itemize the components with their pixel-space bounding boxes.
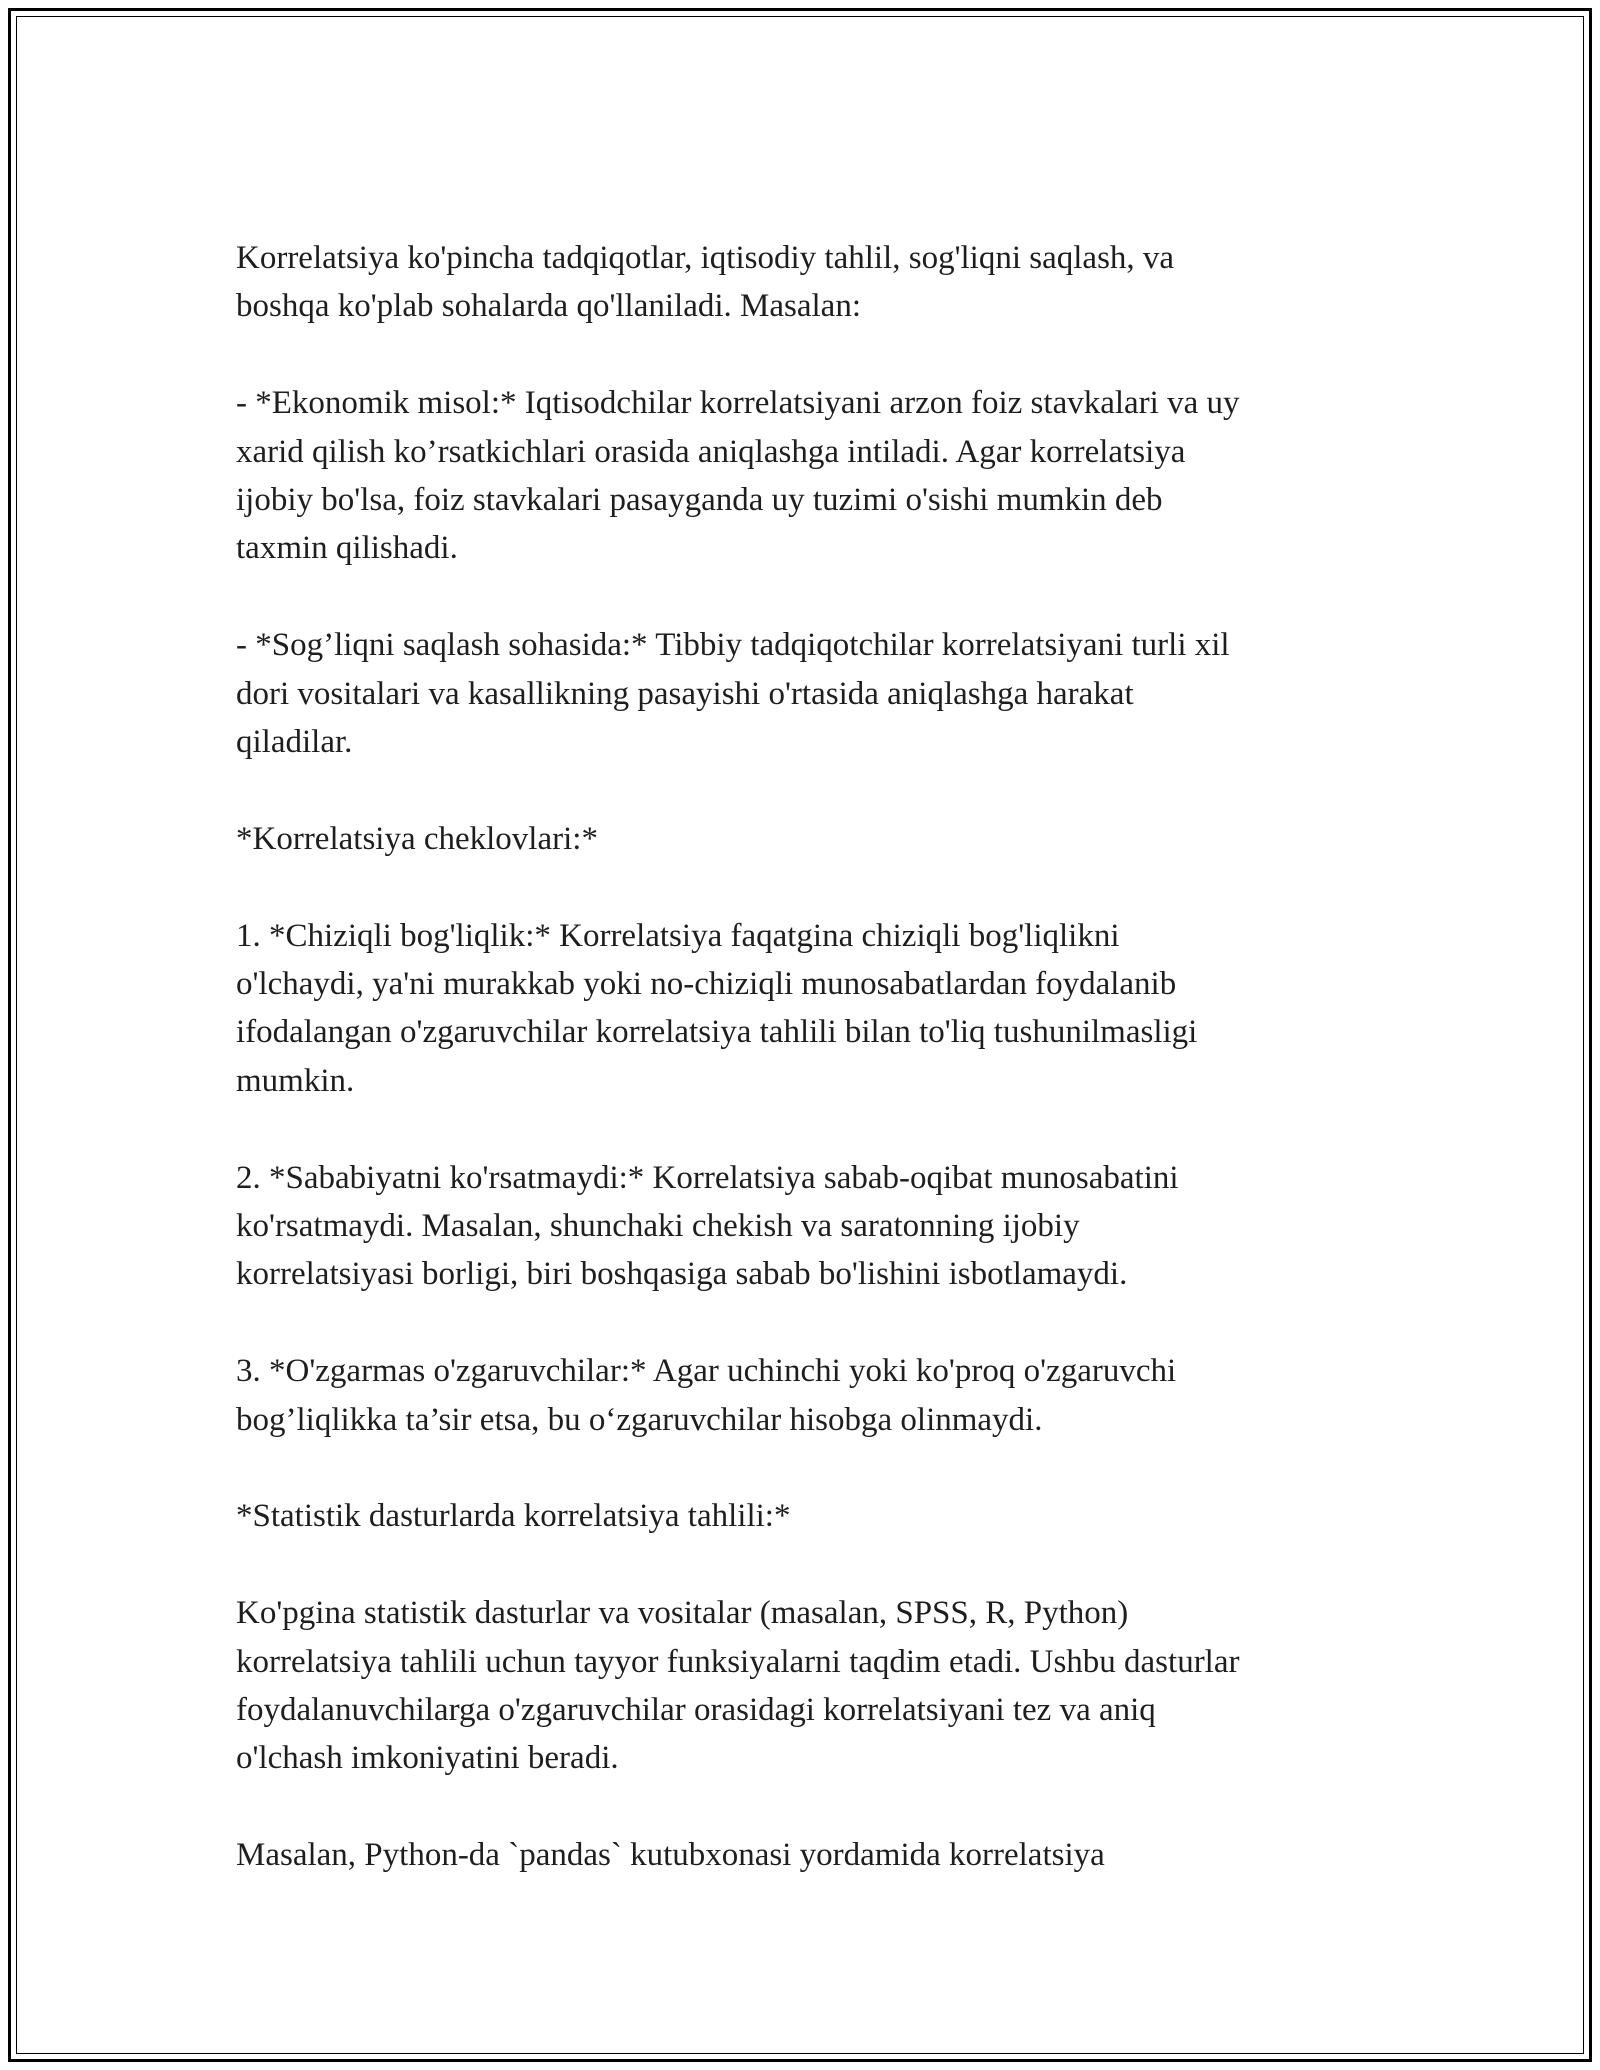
paragraph-healthcare-example: - *Sog’liqni saqlash sohasida:* Tibbiy tadqiqotchilar korrelatsiyani turli xil dori vositalari va kasallikning pasayishi o'rtasida aniqlashga harakat qiladilar. bbox=[236, 627, 1230, 761]
paragraph-limitation-linear: 1. *Chiziqli bog'liqlik:* Korrelatsiya faqatgina chiziqli bog'liqlikni o'lchaydi, ya'ni murakkab yoki no-chiziqli munosabatlardan foydalanib ifodalangan o'zgaruvchilar korrelatsiya tahlili bilan to'liq tushunilmasligi mumkin. bbox=[236, 917, 1198, 1099]
paragraph-limitation-confounders: 3. *O'zgarmas o'zgaruvchilar:* Agar uchinchi yoki ko'proq o'zgaruvchi bog’liqlikka ta’sir etsa, bu o‘zgaruvchilar hisobga olinmaydi. bbox=[236, 1353, 1177, 1438]
paragraph-software-tools: Ko'pgina statistik dasturlar va vositalar (masalan, SPSS, R, Python) korrelatsiya tahlili uchun tayyor funksiyalarni taqdim etadi. Ushbu dasturlar foydalanuvchilarga o'zgaruvchilar orasidagi korrelatsiyani tez va aniq o'lchash imkoniyatini beradi. bbox=[236, 1595, 1240, 1777]
document-body bbox=[236, 234, 1376, 1880]
paragraph-intro: Korrelatsiya ko'pincha tadqiqotlar, iqtisodiy tahlil, sog'liqni saqlash, va boshqa ko'plab sohalarda qo'llaniladi. Masalan: bbox=[236, 240, 1175, 325]
paragraph-python-example: Masalan, Python-da `pandas` kutubxonasi yordamida korrelatsiya bbox=[236, 1837, 1105, 1874]
heading-correlation-limitations: *Korrelatsiya cheklovlari:* bbox=[236, 820, 598, 857]
heading-statistical-software: *Statistik dasturlarda korrelatsiya tahlili:* bbox=[236, 1498, 791, 1535]
paragraph-economic-example: - *Ekonomik misol:* Iqtisodchilar korrelatsiyani arzon foiz stavkalari va uy xarid qilish ko’rsatkichlari orasida aniqlashga intiladi. Agar korrelatsiya ijobiy bo'lsa, foiz stavkalari pasayganda uy tuzimi o'sishi mumkin deb taxmin qilishadi. bbox=[236, 385, 1240, 567]
paragraph-limitation-causation: 2. *Sababiyatni ko'rsatmaydi:* Korrelatsiya sabab-oqibat munosabatini ko'rsatmaydi. Masalan, shunchaki chekish va saratonning ijobiy korrelatsiyasi borligi, biri boshqasiga sabab bo'lishini isbotlamaydi. bbox=[236, 1159, 1179, 1293]
